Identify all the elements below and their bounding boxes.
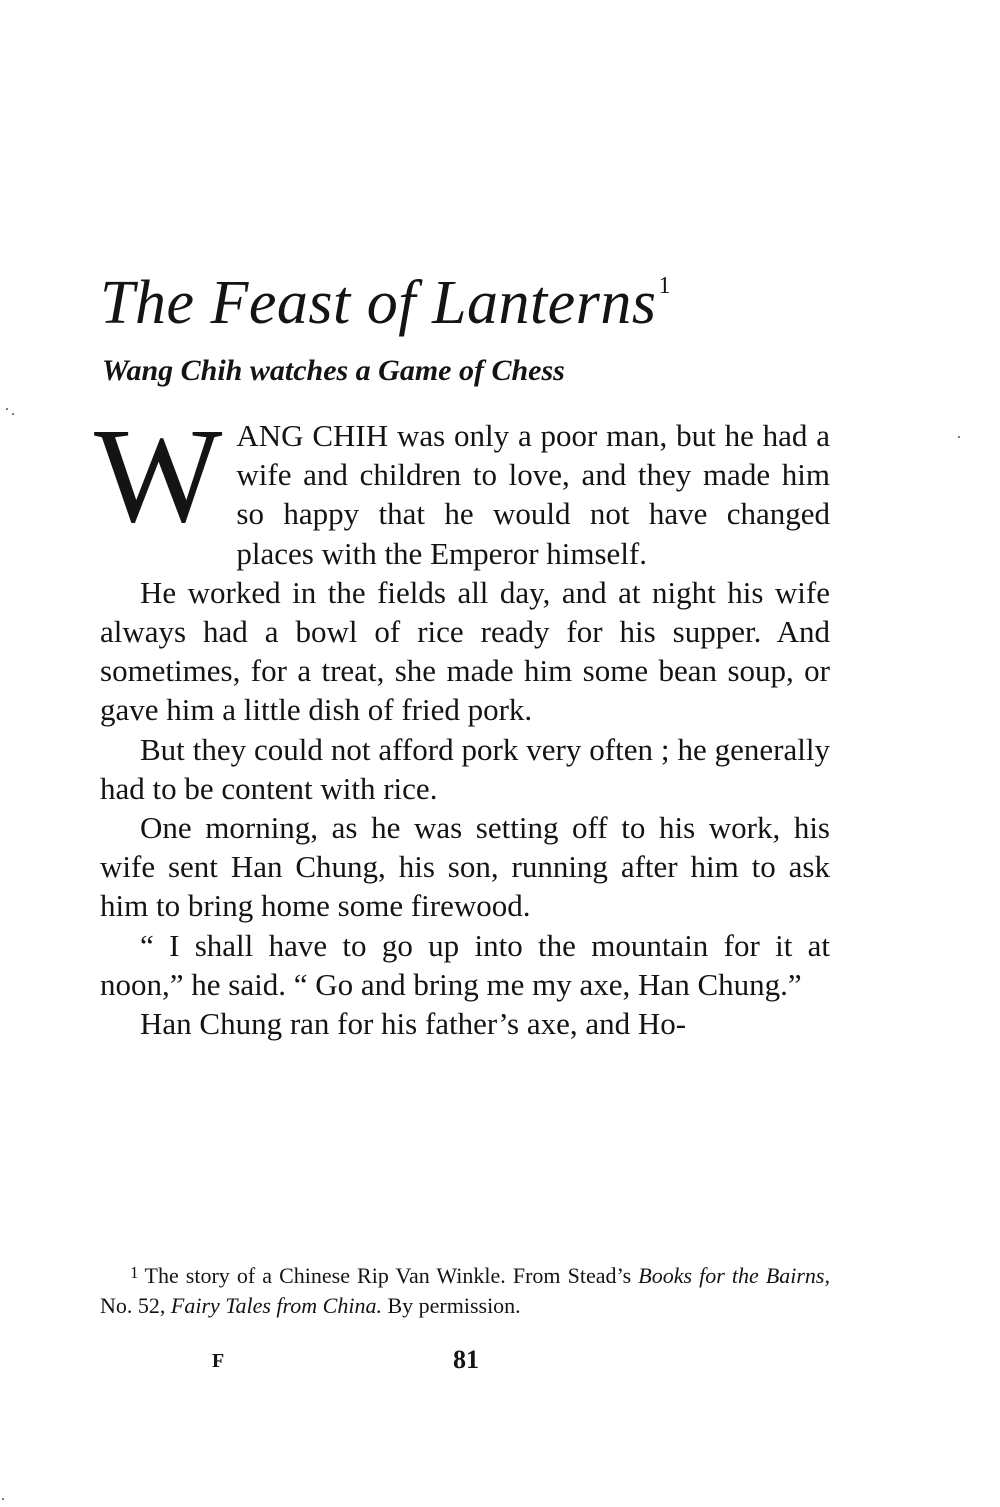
paragraph-text: ANG CHIH was only a poor man, but he had a wife and children to love, and they made him so happy that he would not have changed places with the Emperor himself. xyxy=(236,418,830,571)
paragraph: But they could not afford pork very often ; he generally had to be content with rice. xyxy=(100,731,830,806)
chapter-subtitle: Wang Chih watches a Game of Chess xyxy=(102,354,565,387)
paragraph: “ I shall have to go up into the mountain for it at noon,” he said. “ Go and bring me my axe, Han Chung.” xyxy=(100,927,830,1002)
footnote-number: 1 xyxy=(130,1263,139,1282)
drop-cap: W xyxy=(94,401,223,551)
footnote xyxy=(100,1258,830,1321)
title-footnote-mark: 1 xyxy=(658,273,671,299)
footnote-credit: By permission. xyxy=(387,1293,521,1318)
scan-speck xyxy=(12,413,14,415)
page-number: 81 xyxy=(453,1345,479,1374)
footnote-number-text: No. 52, xyxy=(100,1293,166,1318)
scan-speck xyxy=(958,436,960,438)
body-text xyxy=(94,401,830,1043)
paragraph: One morning, as he was setting off to his work, his wife sent Han Chung, his son, running after him to ask him to bring home some firewood. xyxy=(100,810,830,924)
scan-speck xyxy=(6,408,8,410)
chapter-title-text: The Feast of Lanterns xyxy=(100,269,657,337)
footnote-book-title: Books for the Bairns, xyxy=(638,1263,830,1288)
chapter-title xyxy=(100,269,671,337)
footnote-volume-title: Fairy Tales from China. xyxy=(170,1293,382,1318)
scan-speck xyxy=(2,1498,4,1500)
paragraph xyxy=(94,401,830,573)
paragraph: Han Chung ran for his father’s axe, and Ho- xyxy=(140,1006,687,1042)
signature-mark: F xyxy=(212,1350,225,1372)
footnote-text: The story of a Chinese Rip Van Winkle. From Stead’s xyxy=(144,1263,632,1288)
paragraph: He worked in the fields all day, and at night his wife always had a bowl of rice ready for his supper. And sometimes, for a treat, she made him some bean soup, or gave him a little dish of fried pork. xyxy=(100,574,830,728)
